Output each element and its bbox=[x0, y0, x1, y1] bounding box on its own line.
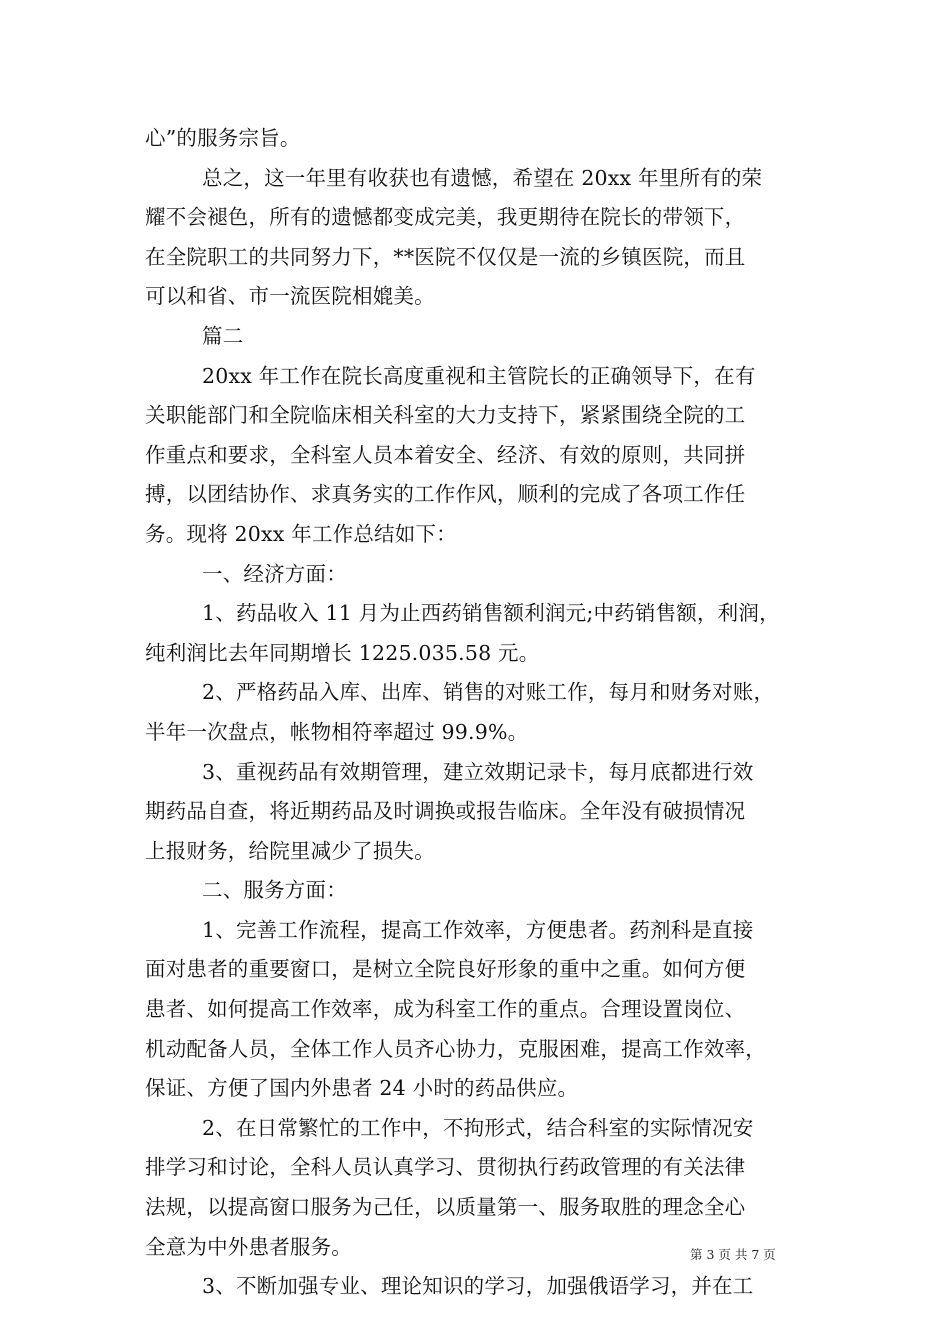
text-line: 篇二 bbox=[202, 323, 244, 348]
text-line: 纯利润比去年同期增长 1225.035.58 元。 bbox=[145, 640, 540, 665]
text-line: 搏，以团结协作、求真务实的工作作风，顺利的完成了各项工作任 bbox=[145, 482, 746, 507]
text-line: 一、经济方面： bbox=[202, 561, 347, 586]
text-line: 耀不会褪色，所有的遗憾都变成完美，我更期待在院长的带领下， bbox=[145, 205, 746, 230]
text-line: 全意为中外患者服务。 bbox=[145, 1234, 352, 1259]
text-line: 排学习和讨论，全科人员认真学习、贯彻执行药政管理的有关法律 bbox=[145, 1155, 746, 1180]
text-line: 半年一次盘点，帐物相符率超过 99.9%。 bbox=[145, 719, 529, 744]
text-line: 患者、如何提高工作效率，成为科室工作的重点。合理设置岗位、 bbox=[145, 997, 746, 1022]
text-line: 3、重视药品有效期管理，建立效期记录卡，每月底都进行效 bbox=[202, 759, 754, 784]
text-line: 心”的服务宗旨。 bbox=[145, 126, 301, 150]
text-line: 务。现将 20xx 年工作总结如下： bbox=[145, 521, 457, 546]
text-line: 关职能部门和全院临床相关科室的大力支持下，紧紧围绕全院的工 bbox=[145, 403, 746, 428]
text-line: 期药品自查，将近期药品及时调换或报告临床。全年没有破损情况 bbox=[145, 799, 746, 824]
text-line: 作重点和要求，全科室人员本着安全、经济、有效的原则，共同拼 bbox=[145, 442, 746, 467]
text-line: 保证、方便了国内外患者 24 小时的药品供应。 bbox=[145, 1076, 579, 1101]
text-line: 20xx 年工作在院长高度重视和主管院长的正确领导下，在有 bbox=[202, 363, 756, 388]
text-line: 二、服务方面： bbox=[202, 878, 347, 903]
text-line: 总之，这一年里有收获也有遗憾，希望在 20xx 年里所有的荣 bbox=[202, 165, 763, 190]
text-line: 1、药品收入 11 月为止西药销售额利润元;中药销售额，利润， bbox=[202, 601, 780, 626]
text-line: 2、在日常繁忙的工作中，不拘形式，结合科室的实际情况安 bbox=[202, 1115, 754, 1140]
text-line: 上报财务，给院里减少了损失。 bbox=[145, 838, 435, 863]
text-line: 机动配备人员，全体工作人员齐心协力，克服困难，提高工作效率， bbox=[145, 1036, 766, 1061]
text-line: 可以和省、市一流医院相媲美。 bbox=[145, 284, 435, 309]
text-line: 面对患者的重要窗口，是树立全院良好形象的重中之重。如何方便 bbox=[145, 957, 746, 982]
text-line: 法规，以提高窗口服务为己任，以质量第一、服务取胜的理念全心 bbox=[145, 1195, 746, 1220]
text-line: 1、完善工作流程，提高工作效率，方便患者。药剂科是直接 bbox=[202, 917, 754, 942]
text-line: 2、严格药品入库、出库、销售的对账工作，每月和财务对账， bbox=[202, 680, 775, 705]
text-line: 在全院职工的共同努力下，**医院不仅仅是一流的乡镇医院，而且 bbox=[145, 244, 746, 269]
page-number-footer: 第 3 页 共 7 页 bbox=[690, 1247, 776, 1262]
document-body bbox=[145, 119, 810, 1307]
text-line: 3、不断加强专业、理论知识的学习，加强俄语学习，并在工 bbox=[202, 1274, 754, 1299]
